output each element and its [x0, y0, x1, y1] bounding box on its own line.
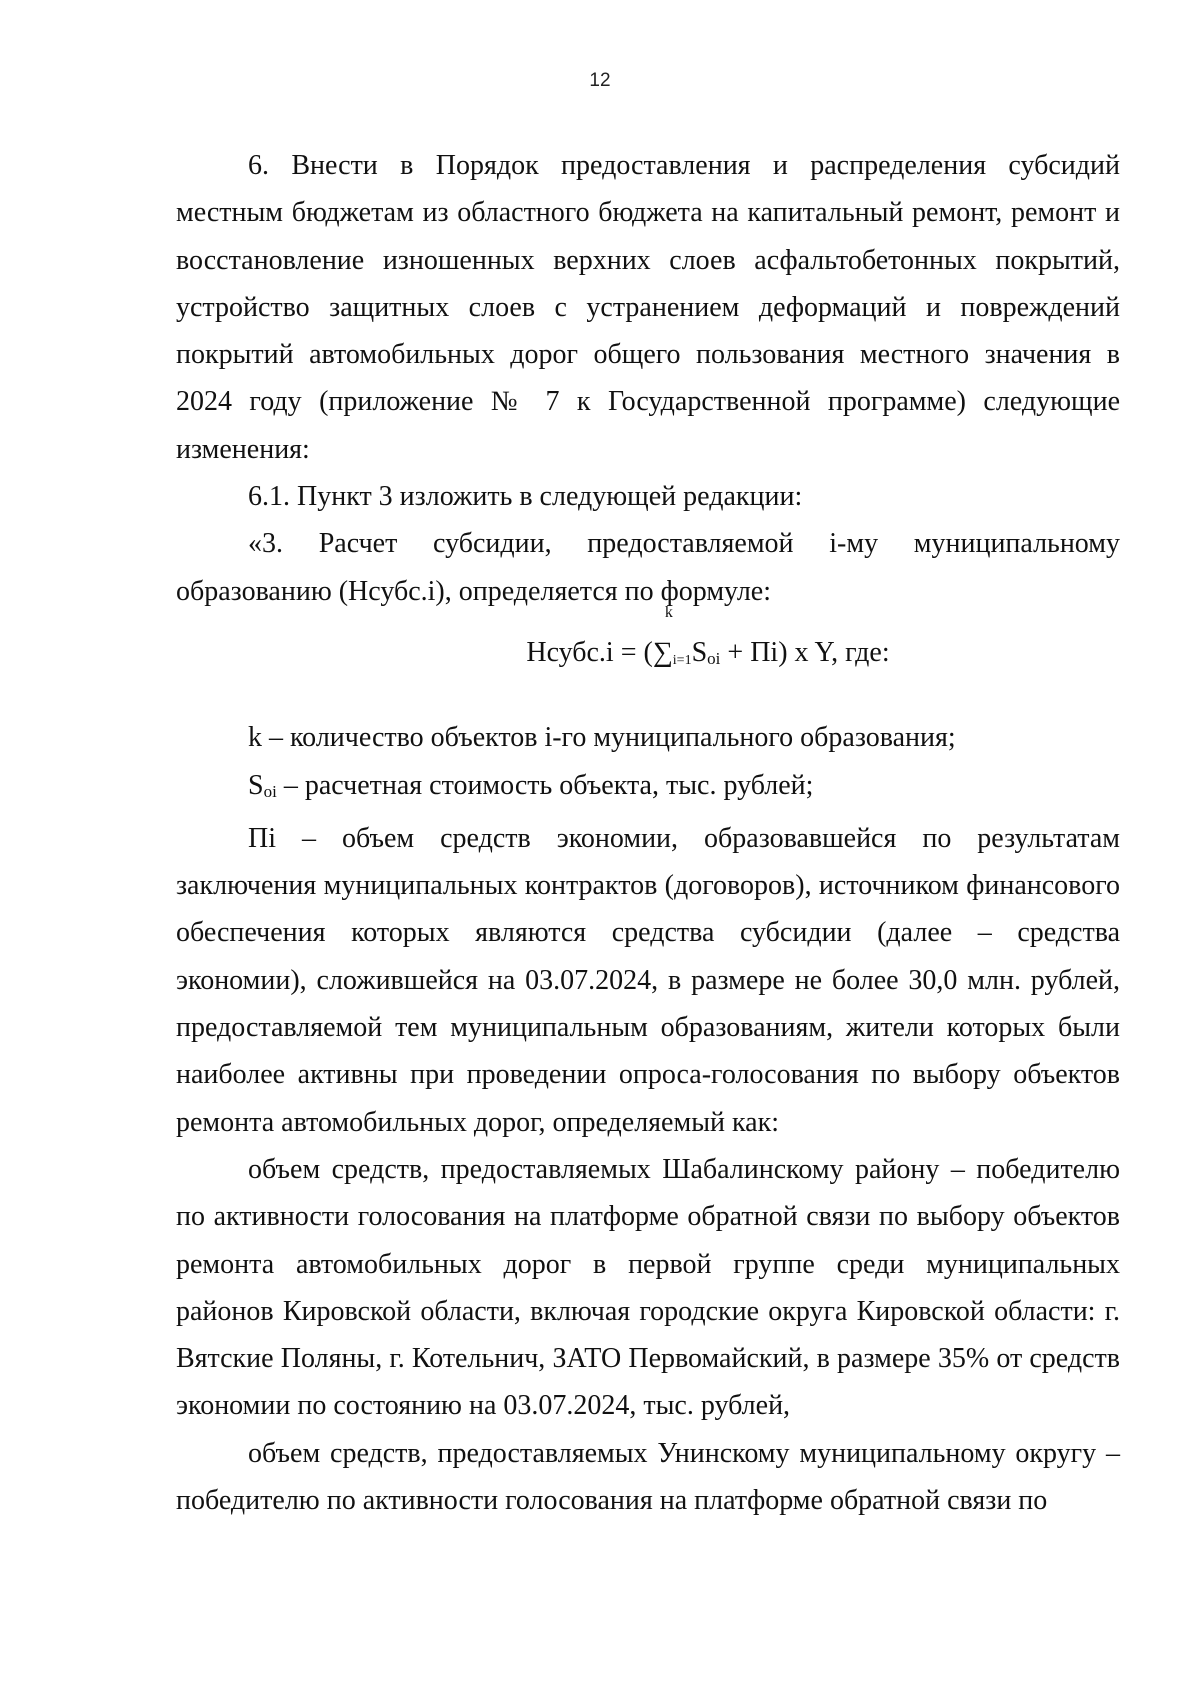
formula-s-subscript: oi [707, 648, 721, 668]
sum-operator [652, 603, 692, 684]
paragraph-6: 6. Внести в Порядок предоставления и распределения субсидий местным бюджетам из областного бюджета на капитальный ремонт, ремонт и восстановление изношенных верхних слоев асфальтобетонных покрытий, устройство защитных слоев с устранением деформаций и повреждений покрытий автомобильных дорог общего пользования местного значения в 2024 году (приложение № 7 к Государственной программе) следующие изменения: [176, 150, 1120, 465]
paragraph-shabalino: объем средств, предоставляемых Шабалинскому району – победителю по активности голосования на платформе обратной связи по выбору объектов ремонта автомобильных дорог в первой группе среди муниципальных районов Кировской области, включая городские округа Кировской области: г. Вятские Поляны, г. Котельнич, ЗАТО Первомайский, в размере 35% от средств экономии по состоянию на 03.07.2024, тыс. рублей, [176, 1153, 1120, 1422]
formula-s: S [691, 636, 708, 668]
definition-soi [176, 762, 1120, 815]
formula-rhs: + Пi) x Y, где: [720, 636, 890, 668]
page-number: 12 [589, 70, 611, 91]
paragraph-uni: объем средств, предоставляемых Унинскому муниципальному округу – победителю по активности голосования на платформе обратной связи по [176, 1437, 1120, 1517]
sum-lower-limit: i=1 [672, 652, 692, 668]
formula-lhs: Нсубс.i = ( [526, 636, 653, 668]
subsidy-formula [176, 603, 1120, 684]
definition-k: k – количество объектов i-го муниципального образования; [248, 722, 956, 754]
soi-symbol: S [248, 769, 264, 801]
definition-pi: Пi – объем средств экономии, образовавшейся по результатам заключения муниципальных контрактов (договоров), источником финансового обеспечения которых являются средства субсидии (далее – средства экономии), сложившейся на 03.07.2024, в размере не более 30,0 млн. рублей, предоставляемой тем муниципальным образованиям, жители которых были наиболее активны при проведении опроса-голосования по выбору объектов ремонта автомобильных дорог, определяемый как: [176, 822, 1120, 1138]
paragraph-3: «3. Расчет субсидии, предоставляемой i-му муниципальному образованию (Нсубс.i), определяется по формуле: [176, 528, 1120, 607]
sum-upper-limit: k [664, 603, 673, 621]
soi-subscript: oi [263, 781, 277, 801]
paragraph-6-1: 6.1. Пункт 3 изложить в следующей редакции: [248, 481, 803, 513]
sum-symbol: ∑ [652, 636, 673, 668]
soi-definition-text: – расчетная стоимость объекта, тыс. рублей; [276, 769, 814, 801]
document-body [176, 142, 1120, 1524]
